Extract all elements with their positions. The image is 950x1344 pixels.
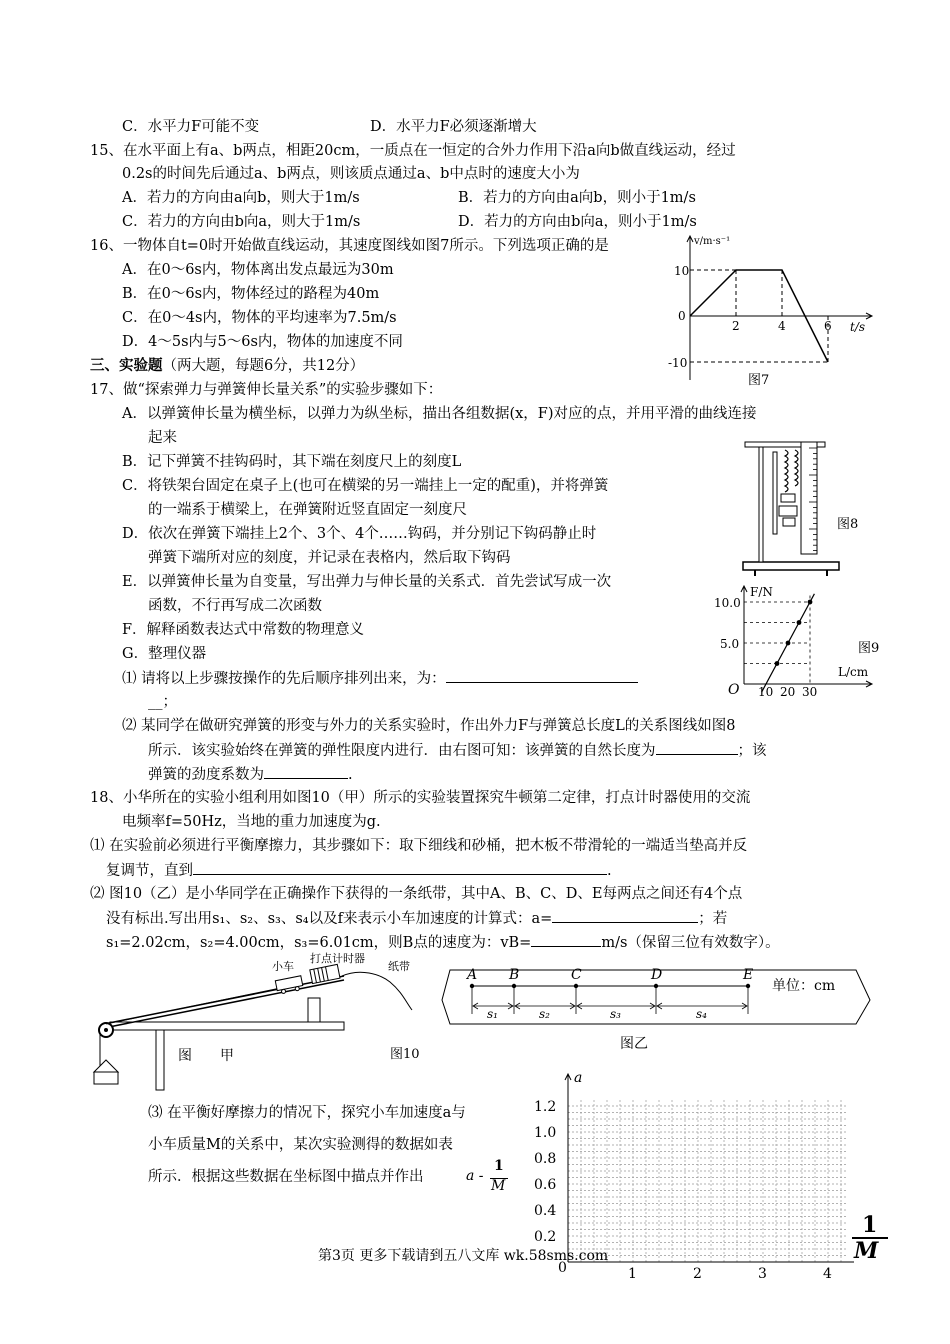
figure-9-force-length-graph [710, 580, 890, 698]
tape-point-label: D [651, 967, 663, 983]
q18-part3-line3 [148, 1166, 424, 1188]
grid-y-label: a [574, 1070, 583, 1086]
tape-segment-label: s₃ [610, 1007, 621, 1021]
stiffness-label: 弹簧的劲度系数为 [148, 767, 264, 783]
fraction-numerator: 1 [494, 1158, 504, 1174]
grid-xtick: 4 [823, 1266, 832, 1282]
grid-ytick: 0.6 [534, 1177, 557, 1193]
grid-x-label-denominator: M [854, 1238, 879, 1264]
grid-x-label-numerator: 1 [862, 1212, 878, 1238]
figure-7-velocity-graph [660, 228, 880, 388]
grid-xtick: 2 [693, 1266, 702, 1282]
grid-xtick: 1 [628, 1266, 637, 1282]
stiffness-period: . [348, 767, 353, 783]
wedge-block [308, 998, 320, 1022]
q15-stem-line1: 15、在水平面上有a、b两点，相距20cm，一质点在一恒定的合外力作用下沿a向b做直线运动，经过 [90, 143, 736, 159]
hook-weight [781, 494, 795, 502]
velocity-b-label: s₁=2.02cm，s₂=4.00cm，s₃=6.01cm，则B点的速度为：vB= [106, 935, 532, 951]
q17-step-c-line1: C．将铁架台固定在桌子上(也可在横梁的另一端挂上一定的配重)，并将弹簧 [122, 478, 609, 494]
q17-step-a-line2: 起来 [148, 430, 177, 446]
q15-option-c: C．若力的方向由b向a，则大于1m/s [122, 214, 361, 230]
grid-xtick: 3 [758, 1266, 767, 1282]
tape-point-label: E [743, 967, 754, 983]
figure-10a-caption: 图 甲 [178, 1048, 234, 1064]
q17-step-d-line2: 弹簧下端所对应的刻度，并记录在表格内，然后取下钩码 [148, 550, 511, 566]
grid-ytick: 0.2 [534, 1229, 557, 1245]
q16-stem: 16、一物体自t=0时开始做直线运动，其速度图线如图7所示。下列选项正确的是 [90, 238, 609, 254]
fig9-ytick: 5.0 [720, 637, 740, 651]
q18-part1-text: 复调节，直到 [106, 863, 193, 879]
grid-ytick: 1.0 [534, 1125, 557, 1141]
fig9-point [797, 620, 802, 625]
paper-tape [342, 972, 412, 1010]
grid-ytick: 0.4 [534, 1203, 557, 1219]
acceleration-formula-blank[interactable] [552, 908, 698, 923]
q14-option-d: D．水平力F必须逐渐增大 [370, 119, 537, 135]
fig9-xtick: 10 [758, 685, 774, 698]
table-leg [156, 1030, 164, 1090]
q18-part2-line1: ⑵ 图10（乙）是小华同学在正确操作下获得的一条纸带，其中A、B、C、D、E每两点之间还有4个点 [90, 886, 743, 902]
figure-10-caption: 图10 [390, 1047, 420, 1062]
grid-ytick: 1.2 [534, 1099, 557, 1115]
fig7-ytick: -10 [668, 356, 688, 370]
q18-part3-line1: ⑶ 在平衡好摩擦力的情况下，探究小车加速度a与 [148, 1105, 466, 1121]
q17-part2-line2 [148, 740, 767, 761]
tape-segment-label: s₄ [696, 1007, 707, 1021]
q15-option-a: A．若力的方向由a向b，则大于1m/s [122, 190, 360, 206]
timer-label: 打点计时器 [310, 952, 365, 965]
apparatus-base [743, 562, 839, 570]
q15-option-d: D．若力的方向由b向a，则小于1m/s [458, 214, 697, 230]
section-3-heading [90, 356, 364, 376]
grid-ytick: 0.8 [534, 1151, 557, 1167]
figure-10b-caption: 图乙 [620, 1036, 648, 1052]
q17-stem: 17、做“探索弹力与弹簧伸长量关系”的实验步骤如下： [90, 382, 443, 398]
fraction-denominator: M [491, 1178, 506, 1194]
q16-option-b: B．在0～6s内，物体经过的路程为40m [122, 286, 380, 302]
apparatus-stand [759, 442, 763, 562]
q15-option-b: B．若力的方向由a向b，则小于1m/s [458, 190, 696, 206]
q17-part2-line3 [148, 764, 353, 785]
natural-length-blank[interactable] [656, 740, 738, 755]
fig9-caption: 图9 [858, 641, 880, 656]
q17-part1-end: __； [148, 694, 177, 710]
section-3-note: （两大题，每题6分，共12分） [162, 358, 365, 374]
figure-10a-apparatus [90, 948, 430, 1096]
q14-option-c: C．水平力F可能不变 [122, 119, 260, 135]
q18-part1-line1: ⑴ 在实验前必须进行平衡摩擦力，其步骤如下：取下细线和砂桶，把木板不带滑轮的一端适当垫高并反 [90, 838, 748, 854]
q17-step-c-line2: 的一端系于横梁上，在弹簧附近竖直固定一刻度尺 [148, 502, 467, 518]
fig7-xtick: 4 [778, 319, 786, 333]
velocity-b-blank[interactable] [531, 932, 601, 947]
fig7-caption: 图7 [748, 373, 770, 388]
figure-8-spring-apparatus [735, 436, 880, 581]
q17-step-e-line2: 函数，不行再写成二次函数 [148, 598, 322, 614]
q17-step-g: G．整理仪器 [122, 646, 207, 662]
q17-step-f: F．解释函数表达式中常数的物理意义 [122, 622, 365, 638]
velocity-b-unit: m/s（保留三位有效数字）。 [601, 935, 780, 951]
fig9-ytick: 10.0 [714, 596, 741, 610]
cart-label: 小车 [272, 960, 294, 973]
fig9-point [775, 661, 780, 666]
q18-stem-line1: 18、小华所在的实验小组利用如图10（甲）所示的实验装置探究牛顿第二定律，打点计时器使用的交流 [90, 790, 751, 806]
q16-option-c: C．在0～4s内，物体的平均速率为7.5m/s [122, 310, 397, 326]
fig9-origin: O [728, 682, 740, 698]
q18-part2-line2 [106, 908, 727, 929]
fig7-xtick: 6 [824, 319, 832, 333]
tape-point-label: A [467, 967, 478, 983]
fig7-ytick: 10 [674, 264, 690, 278]
tape-label: 纸带 [388, 960, 410, 973]
fig9-xtick: 20 [780, 685, 796, 698]
page-footer: 第3页 更多下载请到五八文库 wk.58sms.com [318, 1248, 609, 1264]
q17-step-d-line1: D．依次在弹簧下端挂上2个、3个、4个……钩码，并分别记下钩码静止时 [122, 526, 597, 542]
tape-segment-label: s₁ [487, 1007, 498, 1021]
fig9-x-label: L/cm [838, 665, 869, 679]
q18-part3-text: 所示．根据这些数据在坐标图中描点并作出 [148, 1169, 424, 1185]
q17-step-a-line1: A．以弹簧伸长量为横坐标，以弹力为纵坐标，描出各组数据(x，F)对应的点，并用平滑的曲线连接 [122, 406, 757, 422]
q17-step-e-line1: E．以弹簧伸长量为自变量，写出弹力与伸长量的关系式．首先尝试写成一次 [122, 574, 612, 590]
q17-part2-text: 所示．该实验始终在弹簧的弹性限度内进行．由右图可知：该弹簧的自然长度为 [148, 743, 656, 759]
fig7-x-label: t/s [850, 320, 866, 334]
fig9-y-label: F/N [750, 585, 773, 599]
q15-stem-line2: 0.2s的时间先后通过a、b两点，则该质点通过a、b中点时的速度大小为 [122, 166, 580, 182]
figure-10b-paper-tape [440, 962, 880, 1058]
fig9-xtick: 30 [802, 685, 818, 698]
fraction-prefix: a - [466, 1168, 484, 1184]
q17-part1 [122, 668, 638, 689]
fig9-point [786, 641, 791, 646]
scale-rod [773, 452, 777, 534]
tape-point-label: C [571, 967, 582, 983]
q17-part2-text-cont: ；该 [737, 743, 767, 759]
q16-option-d: D．4～5s内与5～6s内，物体的加速度不同 [122, 334, 403, 350]
table [110, 1022, 344, 1030]
fig7-xtick: 2 [732, 319, 740, 333]
q18-part2-text-cont: ；若 [698, 911, 728, 927]
spring [785, 450, 788, 492]
q18-stem-line2: 电频率f=50Hz，当地的重力加速度为g. [122, 814, 381, 830]
q16-option-a: A．在0～6s内，物体离出发点最远为30m [122, 262, 394, 278]
fig7-origin: 0 [678, 309, 686, 323]
figure-8-caption: 图8 [837, 517, 859, 532]
fig9-point [808, 600, 813, 605]
fig7-y-label: v/m·s⁻¹ [694, 236, 731, 247]
q18-part3-line2: 小车质量M的关系中，某次实验测得的数据如表 [148, 1137, 453, 1153]
tape-segment-label: s₂ [539, 1007, 550, 1021]
friction-balance-blank[interactable] [193, 860, 607, 875]
sand-bucket [94, 1060, 118, 1072]
stiffness-blank[interactable] [264, 764, 348, 779]
acceleration-formula-label: 没有标出.写出用s₁、s₂、s₃、s₄以及f来表示小车加速度的计算式：a= [106, 911, 553, 927]
q18-part1-line2 [106, 860, 612, 881]
q17-part1-answer-blank[interactable] [446, 668, 638, 683]
tape-unit: 单位：cm [772, 978, 836, 994]
tape-point-label: B [509, 967, 520, 983]
section-3-title: 三、实验题 [90, 357, 163, 374]
q17-part1-text: ⑴ 请将以上步骤按操作的先后顺序排列出来，为： [122, 671, 446, 687]
grid-origin: 0 [558, 1260, 567, 1276]
q17-step-b: B．记下弹簧不挂钩码时，其下端在刻度尺上的刻度L [122, 454, 462, 470]
q18-part1-period: . [607, 863, 612, 879]
q17-part2-line1: ⑵ 某同学在做研究弹簧的形变与外力的关系实验时，作出外力F与弹簧总长度L的关系图线如图8 [122, 718, 736, 734]
